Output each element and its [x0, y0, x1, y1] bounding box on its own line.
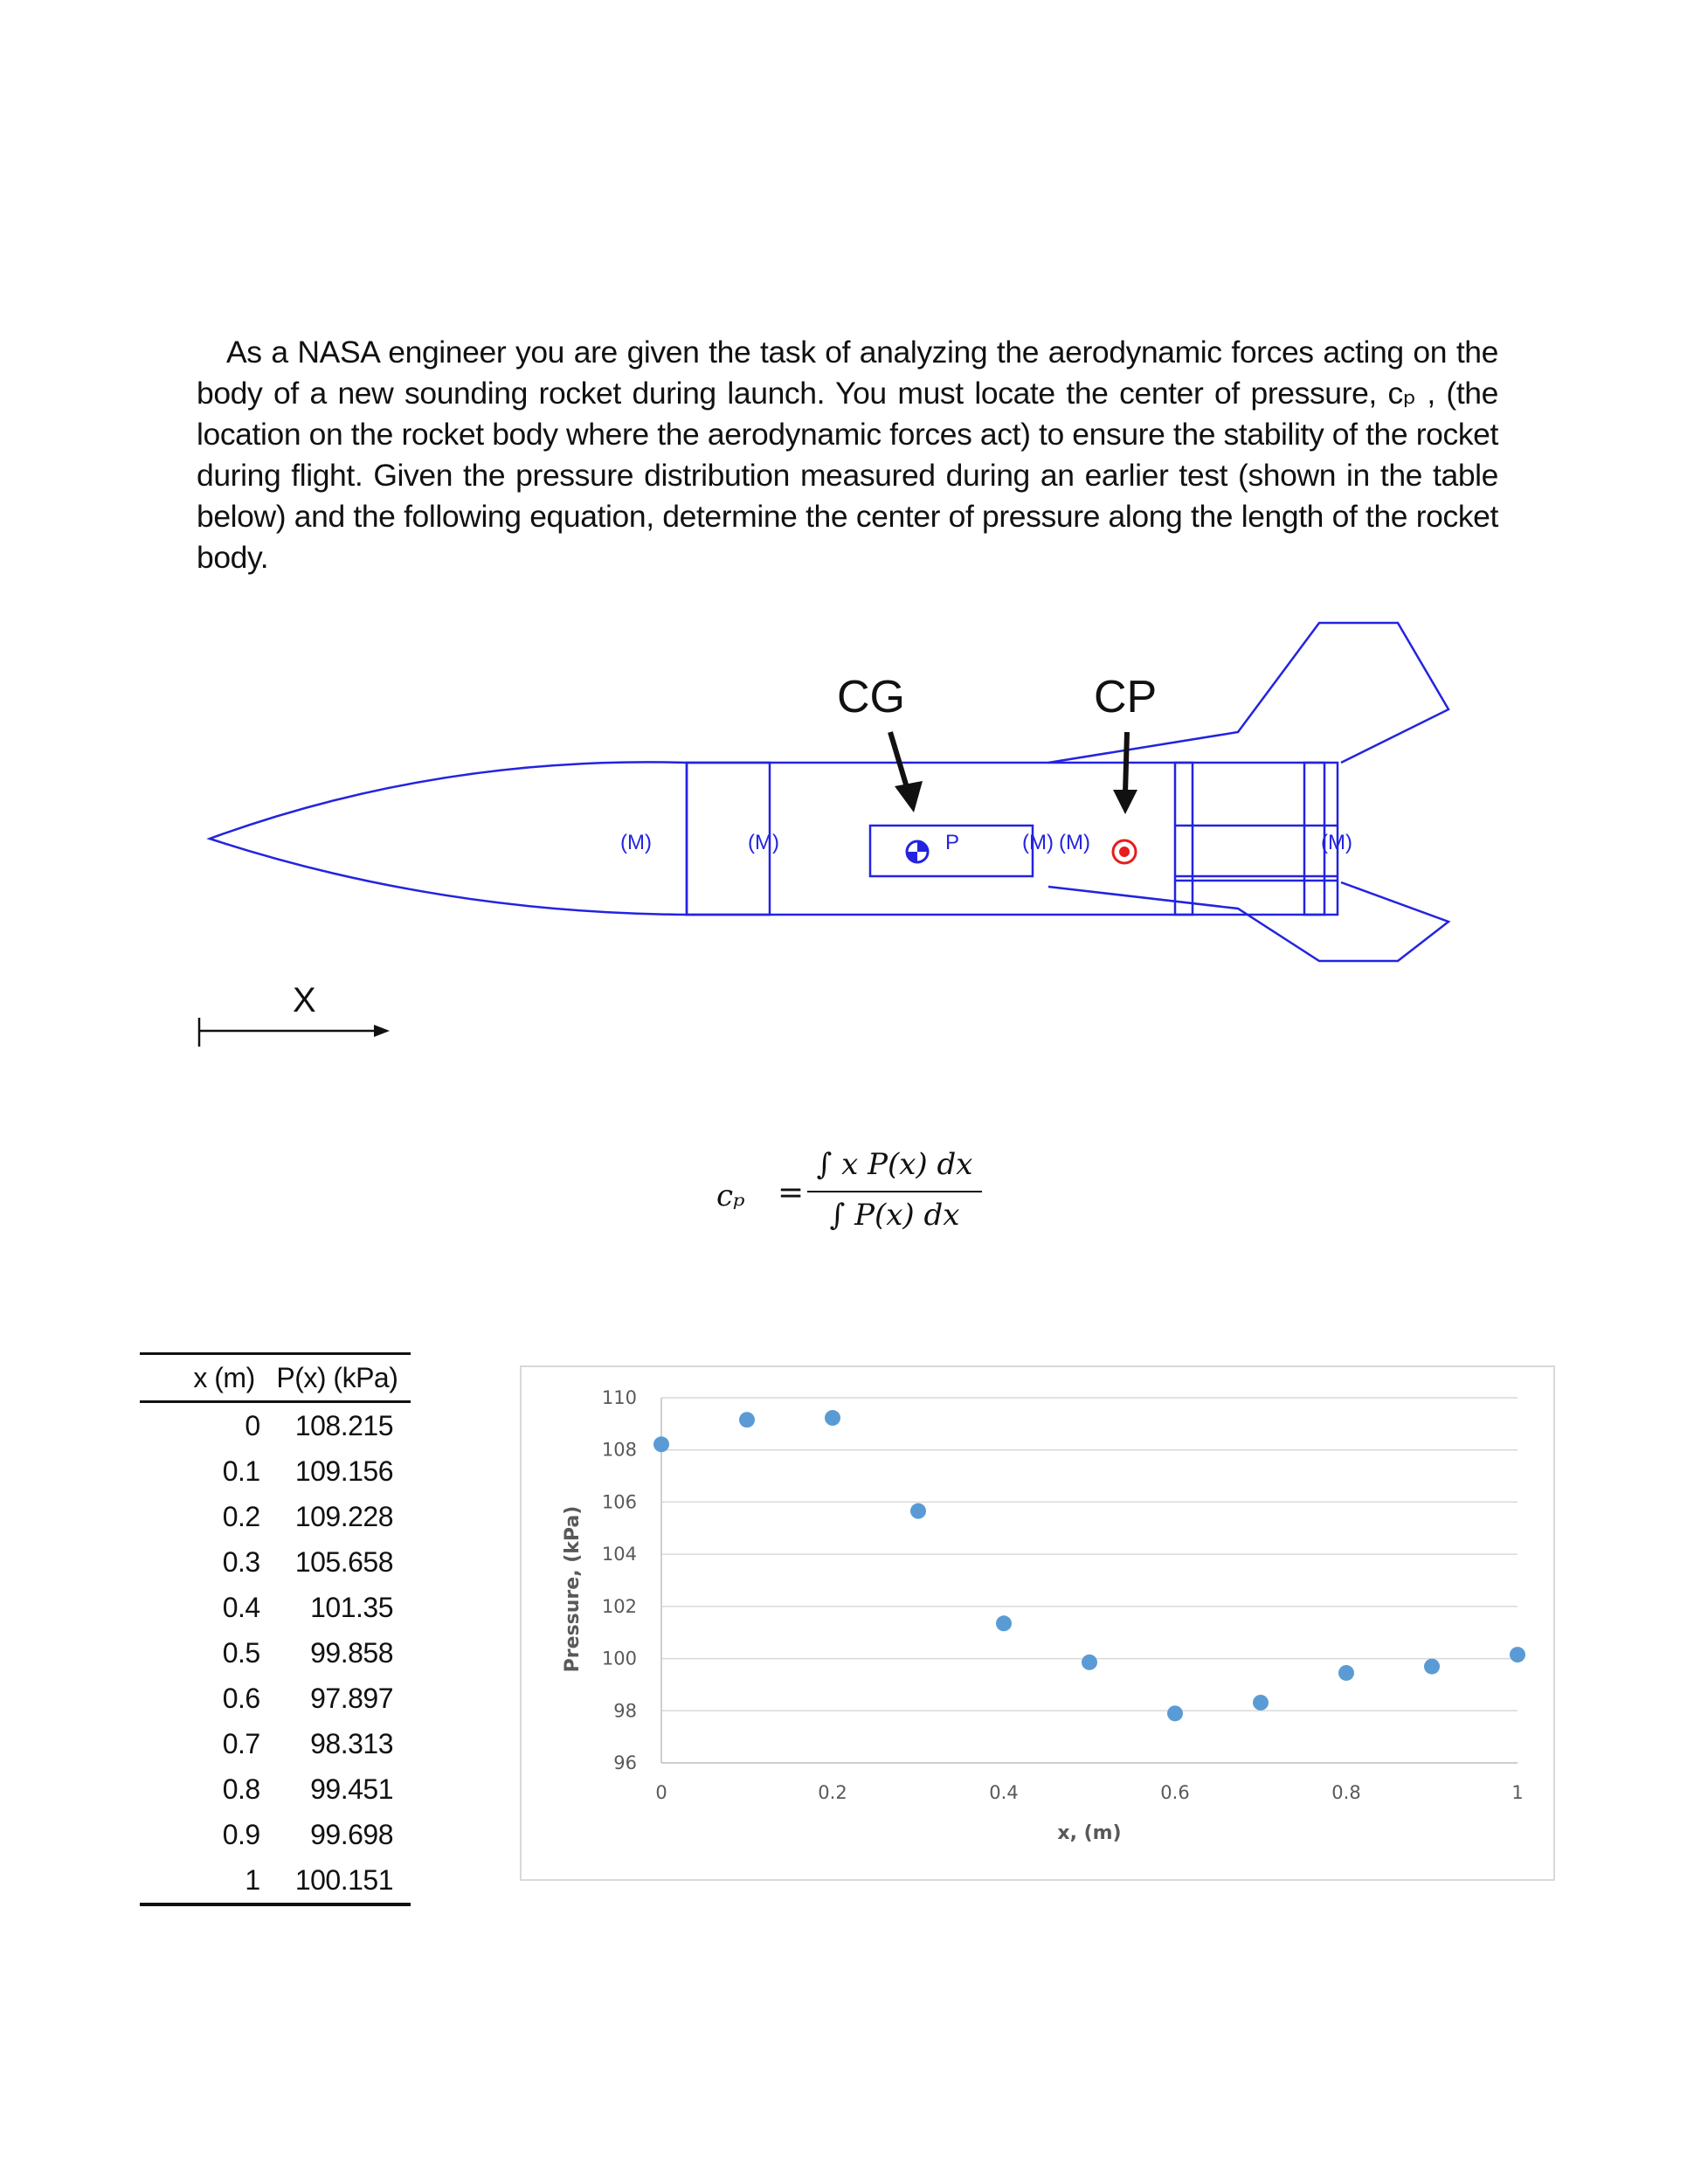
- equation-equals: =: [778, 1175, 805, 1211]
- x-axis-indicator: [183, 978, 411, 1057]
- x-tick-label: 0.6: [1160, 1782, 1190, 1803]
- cell-pressure: 105.658: [294, 1545, 393, 1578]
- data-point: [1424, 1659, 1440, 1675]
- motor-mount-a: [1175, 763, 1193, 915]
- data-point: [1510, 1647, 1525, 1662]
- cell-x: 0.3: [222, 1545, 260, 1578]
- cell-pressure: 99.451: [310, 1773, 393, 1805]
- cp-marker-icon: [1113, 840, 1136, 863]
- data-point: [1167, 1705, 1183, 1721]
- header-x: x (m): [140, 1354, 264, 1402]
- cp-label: CP: [1094, 672, 1158, 722]
- lower-fin: [1048, 882, 1448, 961]
- problem-statement: As a NASA engineer you are given the task of analyzing the aerodynamic forces acting on the body of a new sounding rocket during launch. You must locate the center of pressure, cₚ , (the location on the rocket body where the aerodynamic forces act) to ensure the stability of the rocket during flight. Given the pressure distribution measured during an earlier test (shown in the table below) and the following equation, determine the center of pressure along the length of the rocket body.: [197, 335, 1498, 575]
- y-tick-label: 98: [613, 1700, 637, 1722]
- cell-x: 0.1: [222, 1455, 260, 1487]
- data-point: [653, 1436, 669, 1452]
- y-tick-label: 106: [601, 1491, 637, 1513]
- cell-x: 0.9: [222, 1818, 260, 1850]
- cell-pressure: 97.897: [310, 1682, 393, 1714]
- cell-pressure: 109.156: [294, 1455, 393, 1487]
- x-axis-title: x, (m): [1057, 1822, 1122, 1844]
- data-point: [1253, 1695, 1269, 1711]
- table-row: [140, 1630, 411, 1676]
- arrowhead-icon: [374, 1025, 390, 1037]
- table-row: [140, 1721, 411, 1766]
- y-tick-label: 102: [601, 1595, 637, 1617]
- cell-pressure: 99.698: [310, 1818, 393, 1850]
- x-tick-label: 0: [655, 1782, 667, 1803]
- header-pressure: P(x) (kPa): [264, 1354, 411, 1402]
- chart-canvas: [522, 1367, 1553, 1879]
- x-tick-label: 0.2: [818, 1782, 847, 1803]
- y-tick-label: 96: [613, 1752, 637, 1773]
- cell-x: 0.5: [222, 1636, 260, 1669]
- cell-x: 0: [245, 1409, 260, 1441]
- equation-lhs: cₚ: [716, 1178, 745, 1213]
- table-row: [140, 1448, 411, 1494]
- cell-x: 0.6: [222, 1682, 260, 1714]
- y-tick-label: 110: [601, 1387, 637, 1408]
- cg-marker-icon: [907, 841, 928, 862]
- body-tube: [687, 763, 1324, 915]
- cell-x: 1: [140, 1857, 264, 1904]
- table-row: [140, 1812, 411, 1857]
- cell-x: 0.7: [222, 1727, 260, 1759]
- fraction-bar: [807, 1191, 982, 1192]
- y-tick-label: 108: [601, 1439, 637, 1461]
- mass-label-5: (M): [1321, 831, 1352, 854]
- center-of-pressure-equation: [716, 1140, 978, 1245]
- cell-pressure: 101.35: [310, 1591, 393, 1623]
- data-point: [1338, 1665, 1354, 1681]
- table-row: [140, 1766, 411, 1812]
- x-tick-label: 0.4: [989, 1782, 1019, 1803]
- cell-pressure: 100.151: [264, 1857, 411, 1904]
- nose-cone: [210, 762, 687, 915]
- y-tick-label: 100: [601, 1648, 637, 1669]
- rocket-diagram: [0, 603, 1687, 987]
- cg-arrow-icon: [890, 732, 923, 812]
- table-row: [140, 1585, 411, 1630]
- x-axis-label: X: [293, 981, 316, 1019]
- equation-numerator: ∫ x P(x) dx: [816, 1147, 973, 1182]
- cell-pressure: 99.858: [310, 1636, 393, 1669]
- cell-x: 0.2: [222, 1500, 260, 1532]
- y-tick-label: 104: [601, 1544, 637, 1565]
- x-tick-label: 0.8: [1331, 1782, 1361, 1803]
- p-label: P: [945, 831, 960, 854]
- x-tick-label: 1: [1511, 1782, 1524, 1803]
- data-point: [910, 1503, 926, 1519]
- y-axis-title: Pressure, (kPa): [562, 1505, 584, 1673]
- cg-label: CG: [837, 672, 905, 722]
- mass-label-1: (M): [620, 831, 652, 854]
- table-row: [140, 1539, 411, 1585]
- cell-x: 0.8: [222, 1773, 260, 1805]
- data-point: [825, 1410, 840, 1426]
- mass-label-3: (M): [1022, 831, 1054, 854]
- table-row: [140, 1402, 411, 1449]
- cell-pressure: 98.313: [310, 1727, 393, 1759]
- mass-label-2: (M): [748, 831, 779, 854]
- data-point: [1082, 1655, 1097, 1670]
- table-row: [140, 1676, 411, 1721]
- cell-x: 0.4: [222, 1591, 260, 1623]
- pressure-table: [140, 1352, 411, 1906]
- table-header-row: [140, 1354, 411, 1402]
- pressure-scatter-chart: [520, 1365, 1555, 1881]
- table-row: [140, 1494, 411, 1539]
- cell-pressure: 108.215: [294, 1409, 393, 1441]
- table-row: [140, 1857, 411, 1904]
- data-point: [996, 1615, 1012, 1631]
- cp-arrow-icon: [1113, 732, 1137, 814]
- mass-label-4: (M): [1059, 831, 1090, 854]
- cell-pressure: 109.228: [294, 1500, 393, 1532]
- data-point: [739, 1412, 755, 1427]
- equation-denominator: ∫ P(x) dx: [829, 1198, 960, 1233]
